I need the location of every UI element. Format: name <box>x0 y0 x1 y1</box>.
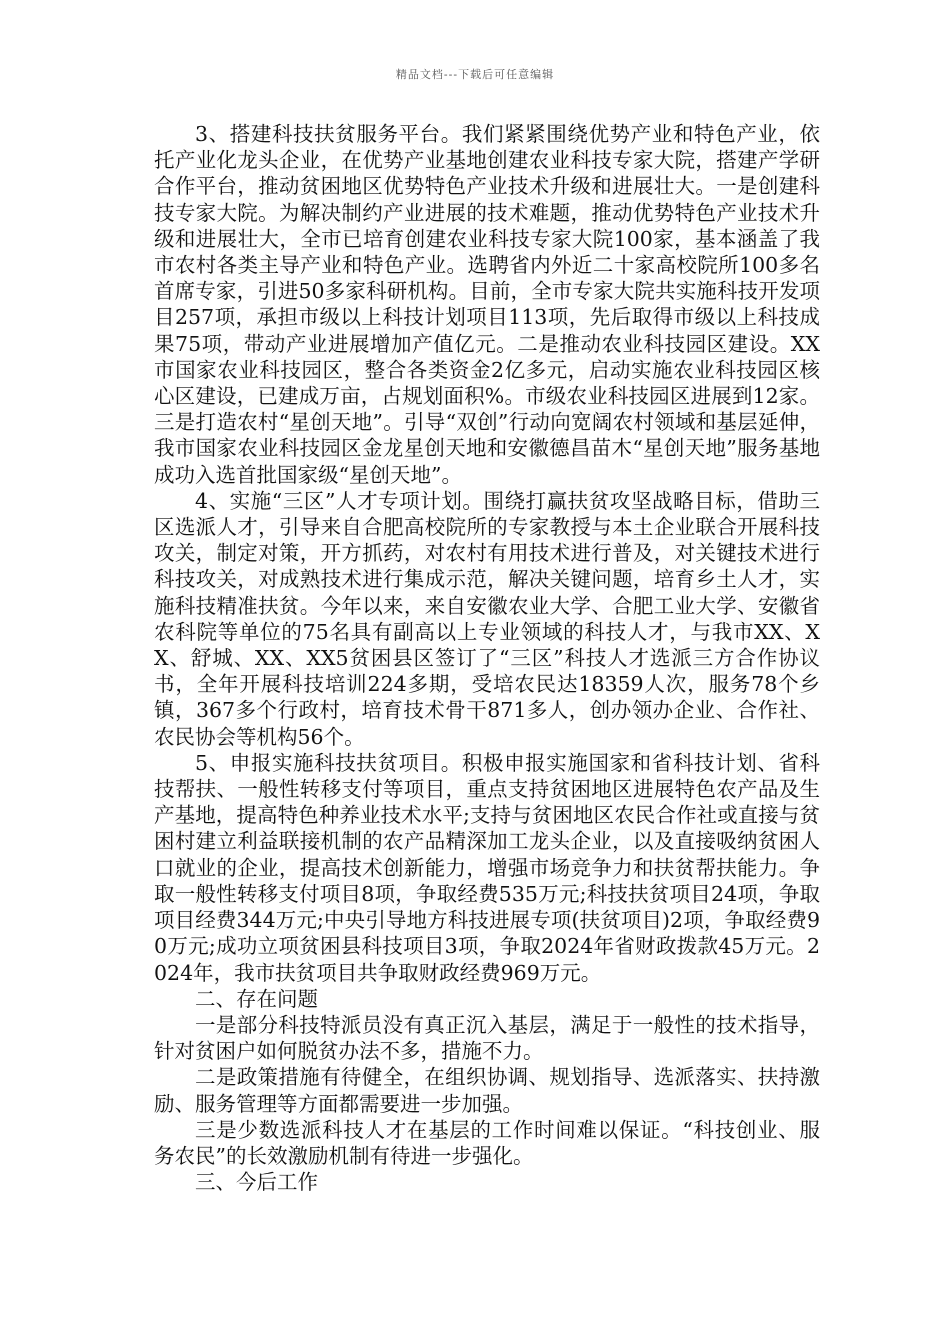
page-header: 精品文档---下载后可任意编辑 <box>395 68 555 81</box>
problem-item-1: 一是部分科技特派员没有真正沉入基层，满足于一般性的技术指导，针对贫困户如何脱贫办法不多，措施不力。 <box>154 1012 820 1064</box>
section-heading-problems: 二、存在问题 <box>195 986 318 1011</box>
problem-item-3: 三是少数选派科技人才在基层的工作时间难以保证。“科技创业、服务农民”的长效激励机制有待进一步强化。 <box>154 1117 820 1168</box>
problem-item-2: 二是政策措施有待健全，在组织协调、规划指导、选派落实、扶持激励、服务管理等方面都需要进一步加强。 <box>154 1065 820 1116</box>
paragraph-platform: 3、搭建科技扶贫服务平台。我们紧紧围绕优势产业和特色产业，依托产业化龙头企业，在优势产业基地创建农业科技专家大院，搭建产学研合作平台，推动贫困地区优势特色产业技术升级和进展壮大。一是创建科技专家大院。为解决制约产业进展的技术难题，推动优势特色产业技术升级和进展壮大，全市已培育创建农业科技专家大院100家，基本涵盖了我市农村各类主导产业和特色产业。选聘省内外近二十家高校院所100多名首席专家，引进50多家科研机构。目前，全市专家大院共实施科技开发项目257项，承担市级以上科技计划项目113项，先后取得市级以上科技成果75项，带动产业进展增加产值亿元。二是推动农业科技园区建设。XX市国家农业科技园区，整合各类资金2亿多元，启动实施农业科技园区核心区建设，已建成万亩，占规划面积%。市级农业科技园区进展到12家。三是打造农村“星创天地”。引导“双创”行动向宽阔农村领域和基层延伸，我市国家农业科技园区金龙星创天地和安徽德昌苗木“星创天地”服务基地成功入选首批国家级“星创天地”。 <box>154 122 820 487</box>
paragraph-projects: 5、申报实施科技扶贫项目。积极申报实施国家和省科技计划、省科技帮扶、一般性转移支付等项目，重点支持贫困地区进展特色农产品及生产基地，提高特色种养业技术水平;支持与贫困地区农民合作社或直接与贫困村建立利益联接机制的农产品精深加工龙头企业，以及直接吸纳贫困人口就业的企业，提高技术创新能力，增强市场竞争力和扶贫帮扶能力。争取一般性转移支付项目8项，争取经费535万元;科技扶贫项目24项，争取项目经费344万元;中央引导地方科技进展专项(扶贫项目)2项，争取经费90万元;成功立项贫困县科技项目3项，争取2024年省财政拨款45万元。2024年，我市扶贫项目共争取财政经费969万元。 <box>154 750 820 985</box>
document-body <box>154 121 820 1195</box>
section-heading-future-work: 三、今后工作 <box>195 1170 318 1195</box>
paragraph-talent-plan: 4、实施“三区”人才专项计划。围绕打赢扶贫攻坚战略目标，借助三区选派人才，引导来自合肥高校院所的专家教授与本土企业联合开展科技攻关，制定对策，开方抓药，对农村有用技术进行普及，对关键技术进行科技攻关，对成熟技术进行集成示范，解决关键问题，培育乡土人才，实施科技精准扶贫。今年以来，来自安徽农业大学、合肥工业大学、安徽省农科院等单位的75名具有副高以上专业领域的科技人才，与我市XX、XX、舒城、XX、XX5贫困县区签订了“三区”科技人才选派三方合作协议书，全年开展科技培训224多期，受培农民达18359人次，服务78个乡镇，367多个行政村，培育技术骨干871多人，创办领办企业、合作社、农民协会等机构56个。 <box>154 488 820 749</box>
